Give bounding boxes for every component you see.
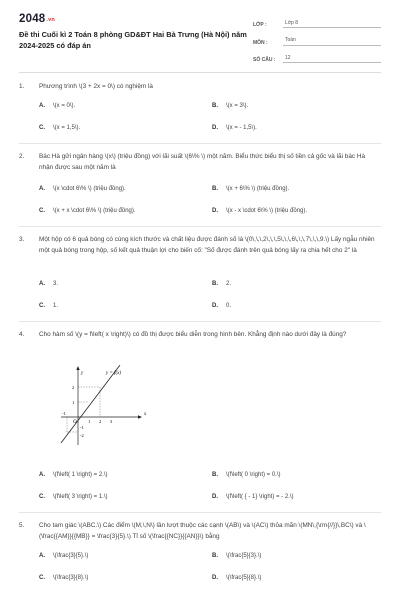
option-text: \(f\left( 1 \right) = 2.\)	[53, 472, 108, 478]
option-d[interactable]	[212, 575, 261, 581]
x-tick-label: -1	[62, 411, 66, 416]
option-letter: C.	[39, 494, 45, 500]
question-divider	[19, 512, 381, 513]
y-axis-arrow	[76, 366, 79, 370]
option-letter: A.	[39, 553, 45, 559]
option-text: \(x = - 1,5\).	[226, 125, 257, 131]
option-letter: C.	[39, 303, 45, 309]
option-text: \(x = 3\).	[226, 103, 249, 109]
meta-row-subject	[253, 32, 381, 46]
logo-suffix: .vn	[46, 17, 55, 23]
question-text: Một hộp có 6 quả bóng có cùng kích thước và chất liệu được đánh số là \(0\,\,\,2\,\,\,5\,\,\,6\,\,\,7\,\,\,9.\) Lấy ngẫu nhiên một quả bóng trong hộp, số kết quả thuận lợi cho biến cố: "Số được đánh trên quả bóng lấy ra chia hết cho 2" là	[39, 236, 375, 254]
option-text: \(f\left( 0 \right) = 0.\)	[226, 472, 281, 478]
option-a[interactable]	[39, 281, 58, 287]
y-tick-label: -1	[80, 425, 84, 430]
option-text: \(\frac{3}{8}.\)	[53, 575, 89, 581]
y-tick-label: 2	[72, 385, 75, 390]
logo-text: 2048	[19, 13, 46, 25]
x-tick-label: 2	[99, 419, 102, 424]
function-label: y = f(x)	[106, 371, 122, 376]
header-divider	[19, 72, 381, 73]
question-text: Bác Hà gửi ngân hàng \(x\) (triệu đồng) với lãi suất \(6\% \) một năm. Biểu thức biểu thị số tiền cả gốc và lãi bác Hà nhận được sau một năm là	[39, 153, 366, 171]
option-letter: A.	[39, 186, 45, 192]
y-axis-label: y	[81, 371, 84, 376]
meta-label: MÔN :	[253, 39, 268, 46]
option-text: \(f\left( { - 1} \right) = - 2.\)	[226, 494, 294, 500]
question-text: Cho hàm số \(y = f\left( x \right)\) có đồ thị được biểu diễn trong hình bên. Khẳng định nào dưới đây là đúng?	[39, 331, 347, 338]
option-text: \(x - x \cdot 6\% \) (triệu đồng).	[226, 208, 308, 214]
option-letter: D.	[212, 494, 218, 500]
option-letter: A.	[39, 281, 45, 287]
option-b[interactable]	[212, 553, 261, 559]
question-number: 2.	[19, 153, 25, 160]
option-letter: B.	[212, 281, 218, 287]
option-c[interactable]	[39, 494, 108, 500]
option-letter: D.	[212, 575, 218, 581]
option-text: 0.	[226, 303, 232, 309]
option-c[interactable]	[39, 303, 58, 309]
option-text: \(\frac{5}{8}.\)	[226, 575, 262, 581]
option-b[interactable]	[212, 186, 289, 192]
option-d[interactable]	[212, 494, 294, 500]
origin-label: O	[73, 420, 77, 425]
x-axis-arrow	[138, 415, 142, 418]
option-text: \(x = 0\).	[53, 103, 76, 109]
option-d[interactable]	[212, 208, 307, 214]
option-c[interactable]	[39, 575, 88, 581]
question-divider	[19, 321, 381, 322]
exam-meta	[253, 14, 381, 67]
option-text: \(\frac{5}{3}.\)	[226, 553, 262, 559]
meta-value: Toán	[283, 37, 381, 46]
option-text: \(x + 6\% \) (triệu đồng).	[226, 186, 290, 192]
option-a[interactable]	[39, 553, 88, 559]
site-logo[interactable]	[19, 13, 55, 25]
x-axis-label: x	[144, 412, 147, 417]
option-letter: B.	[212, 186, 218, 192]
option-letter: B.	[212, 472, 218, 478]
option-text: \(x = 1,5\).	[53, 125, 81, 131]
option-text: \(f\left( 3 \right) = 1.\)	[53, 494, 108, 500]
option-letter: A.	[39, 472, 45, 478]
x-tick-label: 1	[88, 419, 91, 424]
question-divider	[19, 143, 381, 144]
meta-value: 12	[283, 55, 381, 64]
meta-row-question-count	[253, 49, 381, 63]
option-a[interactable]	[39, 186, 126, 192]
question-text: Phương trình \(3 + 2x = 0\) có nghiệm là	[39, 83, 153, 90]
x-tick-label: 3	[110, 419, 113, 424]
option-a[interactable]	[39, 472, 108, 478]
question-number: 3.	[19, 236, 25, 243]
option-letter: A.	[39, 103, 45, 109]
option-b[interactable]	[212, 281, 231, 287]
option-text: \(x \cdot 6\% \) (triệu đồng).	[53, 186, 126, 192]
option-letter: D.	[212, 303, 218, 309]
function-line	[61, 365, 120, 443]
option-letter: C.	[39, 125, 45, 131]
option-letter: C.	[39, 575, 45, 581]
meta-value: Lớp 8	[283, 20, 381, 29]
function-graph	[58, 365, 150, 447]
question-number: 1.	[19, 83, 25, 90]
option-a[interactable]	[39, 103, 75, 109]
question-text: Cho tam giác \(ABC.\) Các điểm \(M,\,N\) lần lượt thuộc các cạnh \(AB\) và \(AC\) thỏa mãn \(MN\,{\rm{//}}\,BC\) và \(\frac{{AM}}{{MB}} = \frac{3}{5}.\) Tỉ số \(\frac{{NC}}{{AN}}\) bằng	[39, 522, 366, 540]
y-tick-label: 1	[72, 400, 75, 405]
meta-row-class	[253, 14, 381, 28]
option-text: \(x + x \cdot 6\% \) (triệu đồng).	[53, 208, 136, 214]
option-b[interactable]	[212, 472, 281, 478]
option-text: 2.	[226, 281, 232, 287]
option-d[interactable]	[212, 125, 257, 131]
question-number: 5.	[19, 522, 25, 529]
option-c[interactable]	[39, 208, 136, 214]
y-tick-label: -2	[80, 433, 84, 438]
option-b[interactable]	[212, 103, 248, 109]
option-letter: B.	[212, 103, 218, 109]
option-text: \(\frac{3}{5}.\)	[53, 553, 89, 559]
option-text: 1.	[53, 303, 59, 309]
option-letter: D.	[212, 125, 218, 131]
question-divider	[19, 226, 381, 227]
option-c[interactable]	[39, 125, 80, 131]
meta-label: SỐ CÂU :	[253, 57, 276, 63]
option-letter: D.	[212, 208, 218, 214]
option-letter: B.	[212, 553, 218, 559]
document-title: Đề thi Cuối kì 2 Toán 8 phòng GD&ĐT Hai Bà Trưng (Hà Nội) năm 2024-2025 có đáp án	[19, 30, 247, 50]
option-text: 3.	[53, 281, 59, 287]
question-number: 4.	[19, 331, 25, 338]
meta-label: LỚP :	[253, 22, 267, 28]
option-letter: C.	[39, 208, 45, 214]
option-d[interactable]	[212, 303, 231, 309]
